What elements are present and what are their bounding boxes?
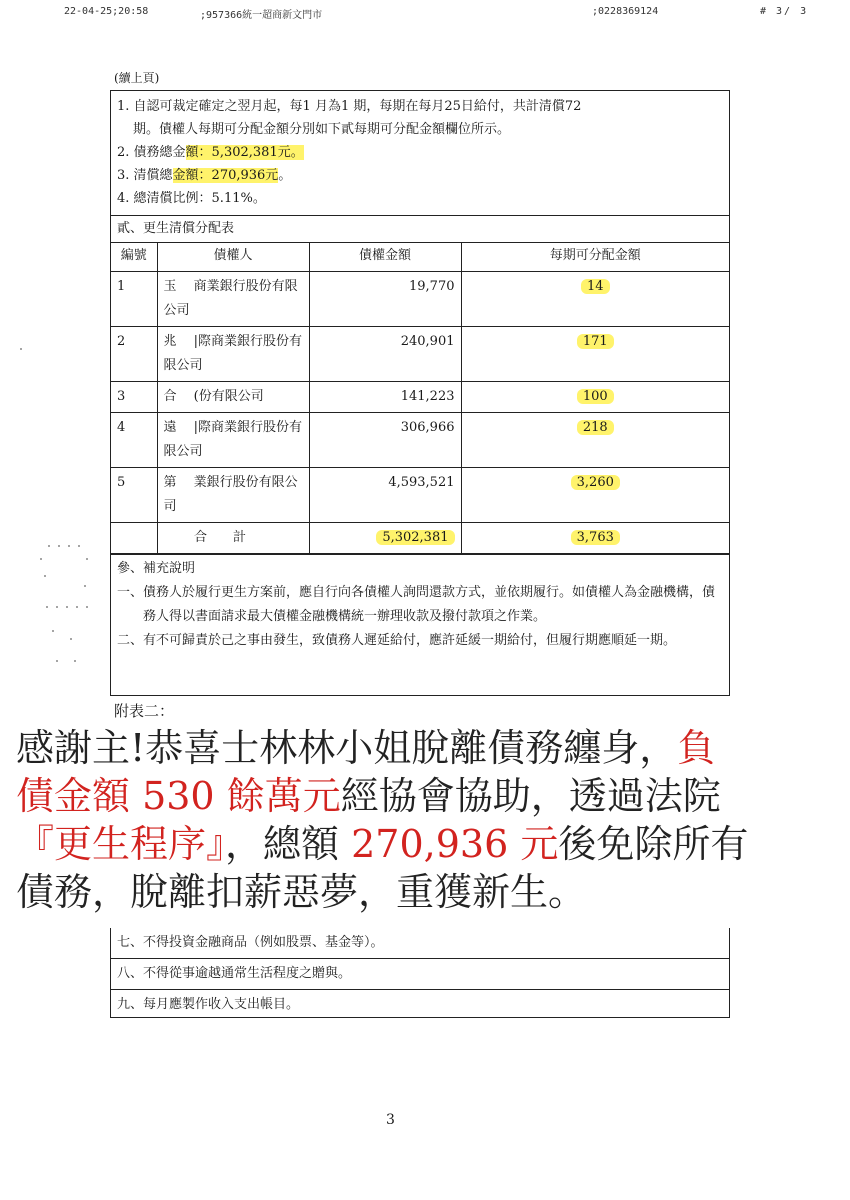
note-2-text: 有不可歸責於己之事由發生，致債務人遲延給付，應許延緩一期給付，但履行期應順延一期。	[143, 633, 677, 648]
scan-speckle	[46, 606, 48, 608]
section-1-terms	[111, 91, 729, 215]
row-creditor: 兆 |際商業銀行股份有限公司	[157, 327, 309, 382]
term-3-label: 3. 清償總	[117, 168, 173, 183]
scan-speckle	[56, 660, 58, 662]
header-claim: 債權金額	[309, 243, 461, 272]
row-claim: 306,966	[309, 413, 461, 468]
total-per-period	[461, 523, 729, 554]
scan-speckle	[52, 630, 54, 632]
fax-header	[0, 6, 850, 22]
fax-phone: ;0228369124	[592, 6, 659, 17]
fax-sender: ;957366統一超商新文門市	[200, 10, 323, 21]
overlay-text: 經協會協助，透過法院	[340, 774, 721, 818]
scan-speckle	[66, 606, 68, 608]
table-row	[111, 468, 729, 523]
row-creditor: 第 業銀行股份有限公司	[157, 468, 309, 523]
term-3-suffix: 。	[278, 168, 292, 183]
table-total-row	[111, 523, 729, 554]
plan-document-box	[110, 90, 730, 696]
table-row	[111, 413, 729, 468]
scan-speckle	[56, 606, 58, 608]
distribution-table-title: 貳、更生清償分配表	[111, 215, 729, 242]
header-no: 編號	[111, 243, 157, 272]
total-claim	[309, 523, 461, 554]
per-period-highlight: 218	[577, 420, 614, 435]
appendix-label: 附表二：	[114, 702, 175, 720]
scan-speckle	[40, 558, 42, 560]
scan-speckle	[68, 545, 70, 547]
overlay-line-3	[16, 820, 825, 868]
row-per-period	[461, 272, 729, 327]
fax-timestamp: 22-04-25;20:58	[64, 6, 149, 17]
testimonial-overlay	[0, 720, 825, 922]
row-per-period	[461, 382, 729, 413]
per-period-highlight: 14	[581, 279, 610, 294]
row-no: 2	[111, 327, 157, 382]
table-row	[111, 327, 729, 382]
total-claim-highlight: 5,302,381	[376, 530, 454, 545]
scan-speckle	[76, 606, 78, 608]
table-header-row	[111, 243, 729, 272]
row-no: 4	[111, 413, 157, 468]
row-claim: 240,901	[309, 327, 461, 382]
overlay-red-text: 270,936 元	[351, 822, 559, 866]
term-line-2	[117, 141, 723, 164]
row-no: 3	[111, 382, 157, 413]
rule-7: 七、不得投資金融商品（例如股票、基金等）。	[117, 935, 384, 950]
table-row	[111, 272, 729, 327]
row-claim: 4,593,521	[309, 468, 461, 523]
term-line-1: 1. 自認可裁定確定之翌月起，每1 月為1 期，每期在每月25日給付，共計清償72	[117, 99, 582, 114]
rule-8: 八、不得從事逾越通常生活程度之贈與。	[111, 958, 729, 989]
overlay-red-text: 『更生程序』	[16, 822, 226, 866]
supplementary-notes	[111, 554, 729, 653]
page-number: 3	[386, 1112, 395, 1128]
scan-speckle	[78, 545, 80, 547]
row-creditor: 遠 |際商業銀行股份有限公司	[157, 413, 309, 468]
per-period-highlight: 171	[577, 334, 614, 349]
row-creditor: 玉 商業銀行股份有限公司	[157, 272, 309, 327]
distribution-table	[111, 242, 729, 554]
overlay-red-text: 負	[677, 726, 716, 770]
header-creditor: 債權人	[157, 243, 309, 272]
rule-9: 九、每月應製作收入支出帳目。	[111, 989, 729, 1020]
scan-speckle	[74, 660, 76, 662]
row-per-period	[461, 468, 729, 523]
header-per-period: 每期可分配金額	[461, 243, 729, 272]
overlay-text: ，總額	[225, 822, 352, 866]
row-creditor: 合 (份有限公司	[157, 382, 309, 413]
scan-speckle	[84, 585, 86, 587]
scan-speckle	[44, 575, 46, 577]
overlay-line-2	[16, 772, 825, 820]
overlay-text: 感謝主!恭喜士林林小姐脫離債務纏身，	[16, 726, 678, 770]
overlay-red-text: 債金額 530 餘萬元	[16, 774, 341, 818]
note-item-1	[117, 581, 723, 629]
row-no: 1	[111, 272, 157, 327]
term-line-1b: 期。債權人每期可分配金額分別如下貳每期可分配金額欄位所示。	[133, 122, 511, 137]
note-item-2	[117, 629, 723, 653]
scan-speckle	[58, 545, 60, 547]
total-debt-highlight: 額：5,302,381元。	[185, 145, 304, 160]
overlay-line-4: 債務，脫離扣薪惡夢，重獲新生。	[16, 870, 587, 914]
note-2-mark: 二、	[117, 633, 144, 648]
per-period-highlight: 3,260	[571, 475, 620, 490]
term-line-3	[117, 164, 723, 187]
row-no: 5	[111, 468, 157, 523]
scan-speckle	[48, 545, 50, 547]
overlay-text: 後免除所有	[558, 822, 749, 866]
restrictions-box	[110, 928, 730, 1018]
continued-label: (續上頁)	[114, 71, 160, 85]
supplementary-title: 參、補充說明	[117, 561, 196, 576]
note-1-mark: 一、	[117, 585, 144, 600]
scan-speckle	[86, 606, 88, 608]
overlay-line-1	[16, 724, 825, 772]
term-2-label: 2. 債務總金	[117, 145, 186, 160]
row-per-period	[461, 327, 729, 382]
per-period-highlight: 100	[577, 389, 614, 404]
total-empty-cell	[111, 523, 157, 554]
row-per-period	[461, 413, 729, 468]
total-label: 合計	[157, 523, 309, 554]
row-claim: 19,770	[309, 272, 461, 327]
scan-speckle	[20, 348, 22, 350]
scan-speckle	[86, 558, 88, 560]
term-line-4: 4. 總清償比例：5.11%。	[117, 191, 266, 206]
note-1-text: 債務人於履行更生方案前，應自行向各債權人詢問還款方式，並依期履行。如債權人為金融機構，債務人得以書面請求最大債權金融機構統一辦理收款及撥付款項之作業。	[143, 585, 716, 624]
table-row	[111, 382, 729, 413]
row-claim: 141,223	[309, 382, 461, 413]
total-per-period-highlight: 3,763	[571, 530, 620, 545]
scan-speckle	[70, 638, 72, 640]
fax-page-count: # 3/ 3	[760, 6, 809, 17]
total-repayment-highlight: 金額：270,936元	[172, 168, 279, 183]
